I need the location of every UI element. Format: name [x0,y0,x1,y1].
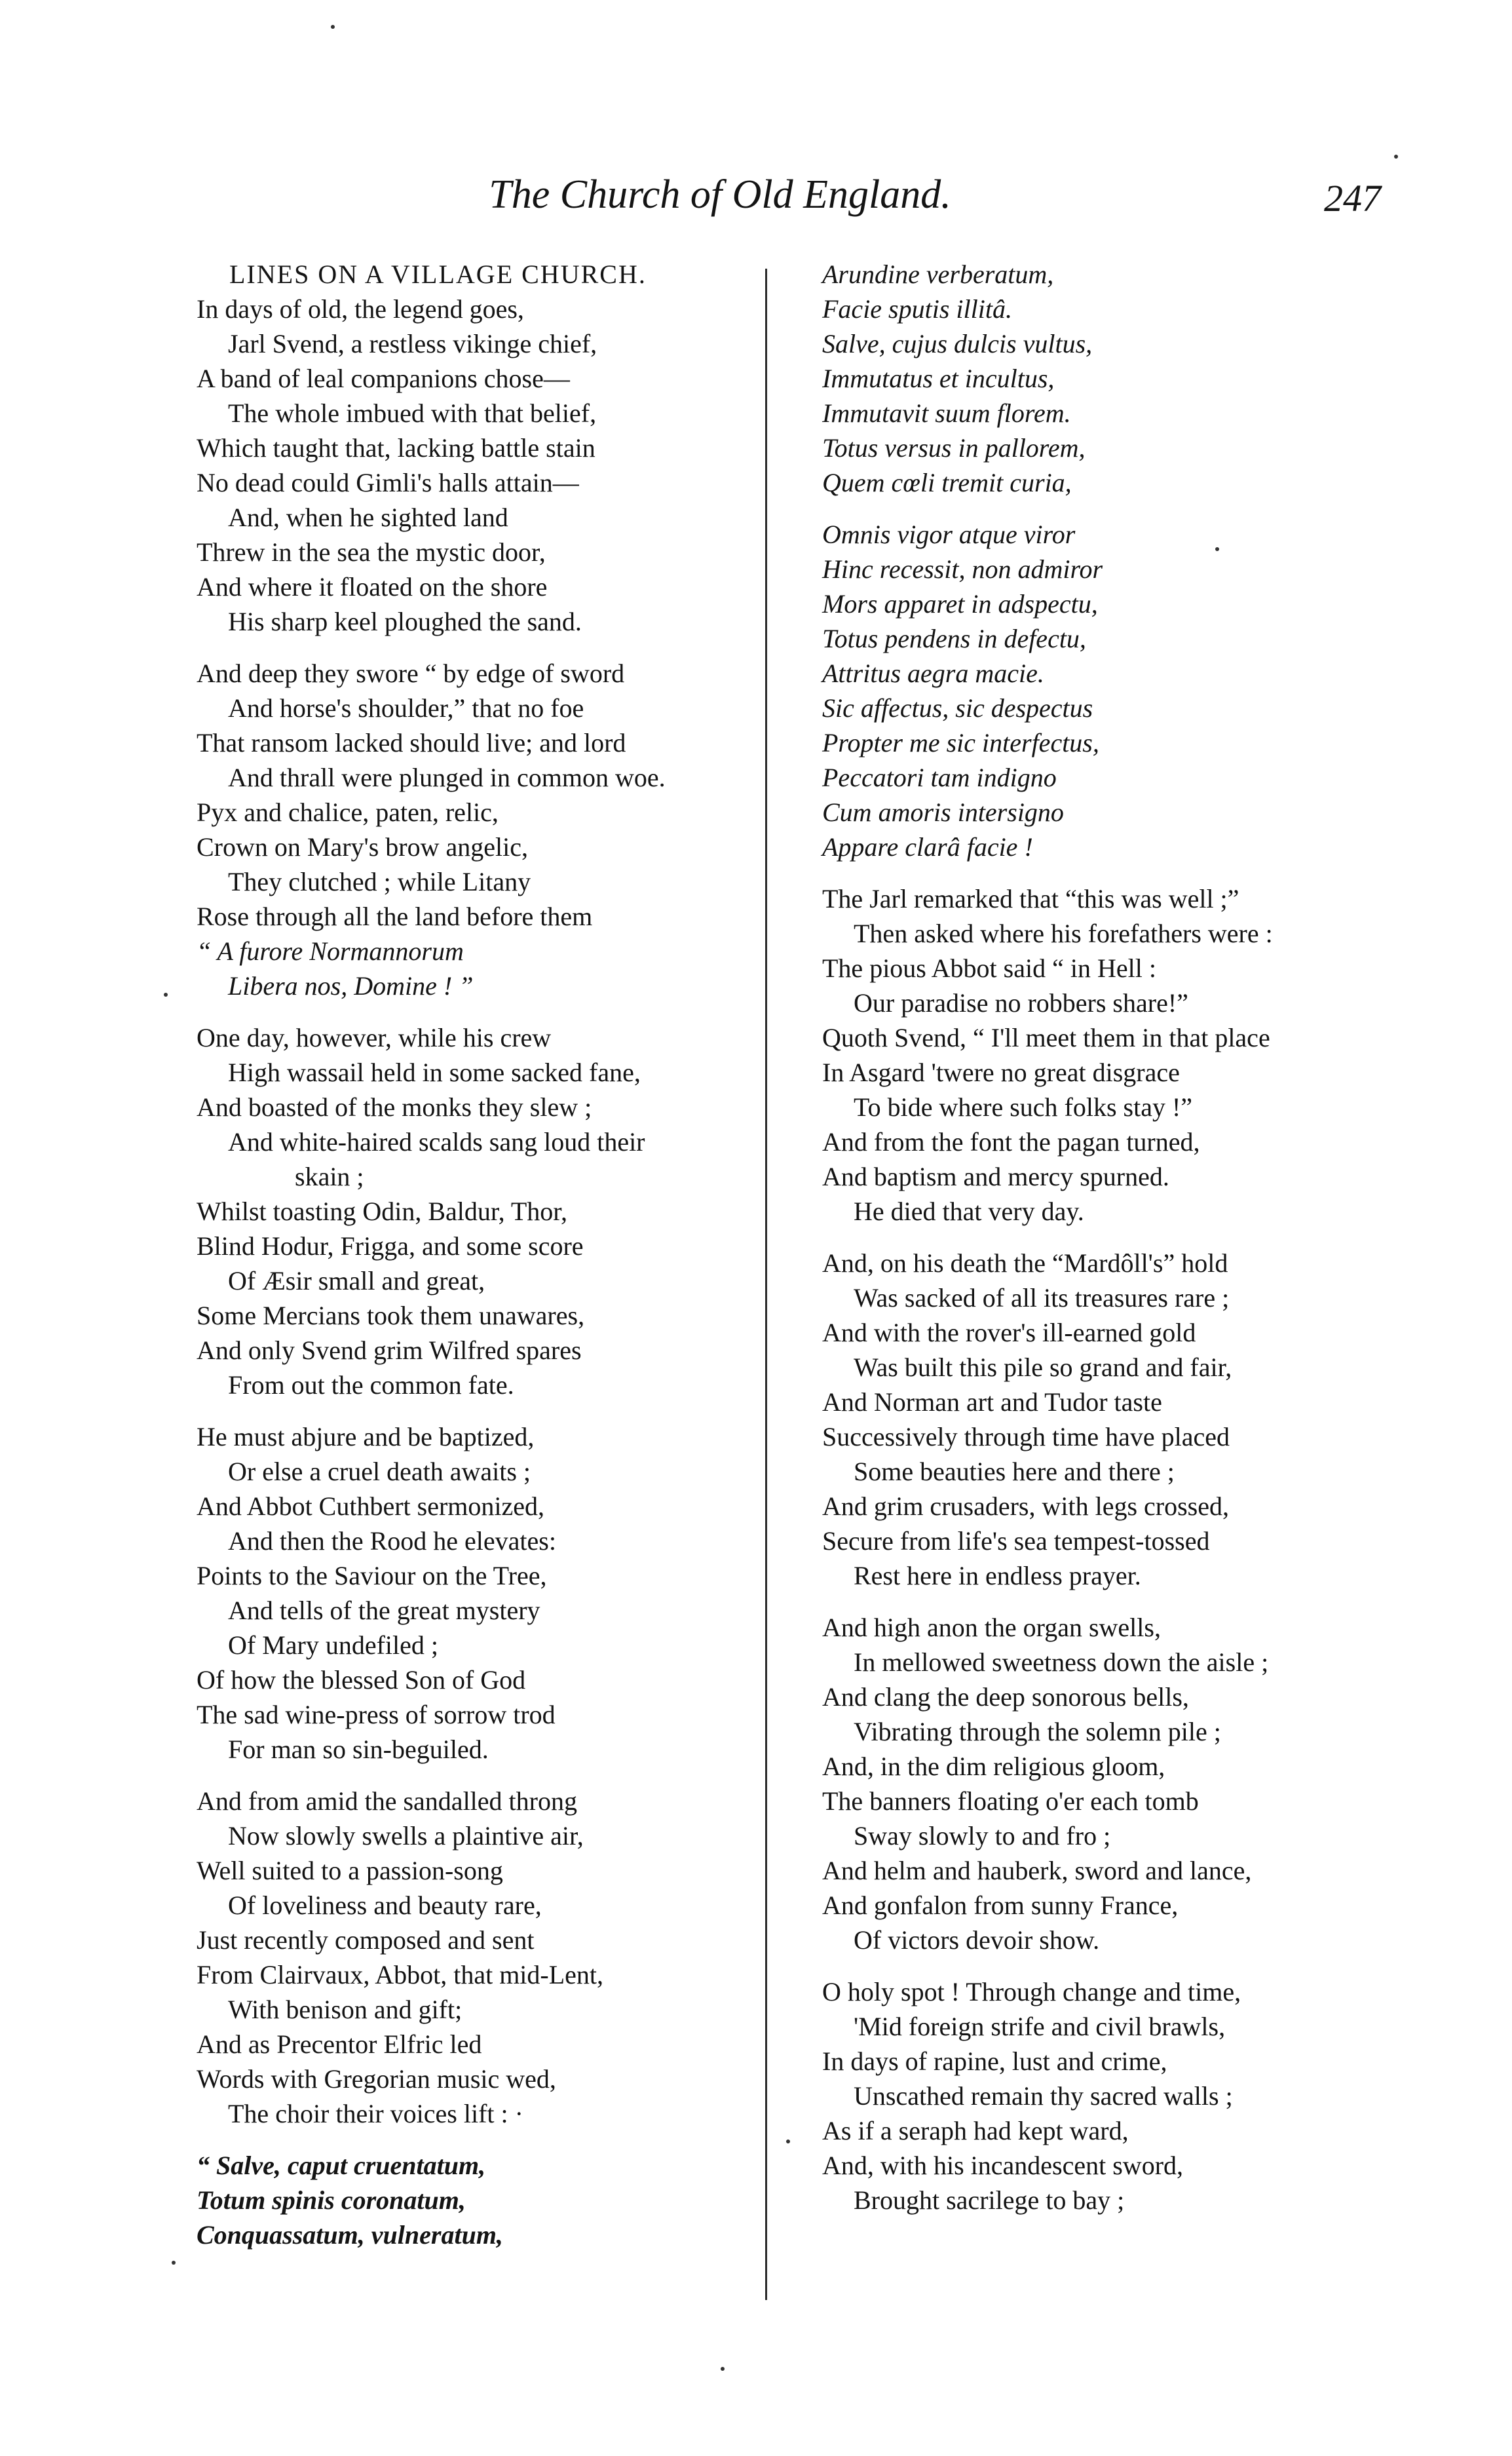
poem-line: And Norman art and Tudor taste [822,1387,1162,1417]
scan-speck [1215,547,1219,551]
poem-line: Well suited to a passion-song [197,1856,503,1885]
poem-line: Vibrating through the solemn pile ; [854,1717,1221,1746]
poem-line: Peccatori tam indigno [822,763,1057,792]
scan-speck [786,2139,790,2143]
poem-line: The banners floating o'er each tomb [822,1786,1199,1816]
poem-line: Some beauties here and there ; [854,1457,1175,1486]
poem-line: Totum spinis coronatum, [197,2185,466,2215]
poem-line: And only Svend grim Wilfred spares [197,1335,582,1365]
poem-line: Quem cœli tremit curia, [822,468,1072,497]
poem-line: Successively through time have placed [822,1422,1230,1451]
scan-speck [331,25,335,29]
poem-line: And gonfalon from sunny France, [822,1890,1179,1920]
poem-line: The sad wine-press of sorrow trod [197,1700,556,1729]
poem-line: And Abbot Cuthbert sermonized, [197,1491,545,1521]
stanza-break [197,2131,760,2148]
poem-line: “ Salve, caput cruentatum, [197,2151,486,2180]
poem-line: Or else a cruel death awaits ; [228,1457,531,1486]
poem-line: He must abjure and be baptized, [197,1422,535,1451]
poem-line: And deep they swore “ by edge of sword [197,659,625,688]
poem-line: And, on his death the “Mardôll's” hold [822,1248,1228,1278]
stanza-break [822,1957,1412,1974]
poem-line: And white-haired scalds sang loud their [228,1127,645,1157]
poem-line: Appare clarâ facie ! [822,832,1033,862]
poem-line: In days of old, the legend goes, [197,294,524,324]
column-divider [765,269,767,2300]
running-title: The Church of Old England. [489,172,951,217]
scan-speck [1394,155,1398,159]
poem-line: Totus versus in pallorem, [822,433,1086,463]
poem-line: To bide where such folks stay !” [854,1092,1193,1122]
left-column [197,257,760,2252]
poem-line: And with the rover's ill-earned gold [822,1318,1196,1347]
poem-line: skain ; [295,1162,364,1191]
right-column [822,257,1412,2217]
poem-line: Facie sputis illitâ. [822,294,1012,324]
poem-line: And tells of the great mystery [228,1596,540,1625]
stanza-break [197,1003,760,1020]
poem-line: Sic affectus, sic despectus [822,693,1093,723]
poem-line: And, with his incandescent sword, [822,2151,1184,2180]
left-column-lines [197,292,760,2252]
poem-line: Quoth Svend, “ I'll meet them in that place [822,1023,1270,1052]
poem-line: The whole imbued with that belief, [228,398,597,428]
stanza-break [822,864,1412,881]
poem-line: And high anon the organ swells, [822,1613,1161,1642]
poem-line: Then asked where his forefathers were : [854,919,1273,948]
poem-line: And, when he sighted land [228,503,508,532]
poem-line: Words with Gregorian music wed, [197,2064,556,2094]
poem-line: Of Æsir small and great, [228,1266,485,1295]
poem-line: Cum amoris intersigno [822,797,1064,827]
poem-line: 'Mid foreign strife and civil brawls, [854,2012,1226,2041]
poem-line: Points to the Saviour on the Tree, [197,1561,547,1590]
poem-line: Of loveliness and beauty rare, [228,1890,542,1920]
poem-line: Immutavit suum florem. [822,398,1071,428]
poem-line: Which taught that, lacking battle stain [197,433,595,463]
page-number: 247 [1324,177,1381,220]
poem-line: Propter me sic interfectus, [822,728,1099,758]
poem-line: Of Mary undefiled ; [228,1630,439,1660]
poem-line: He died that very day. [854,1197,1084,1226]
poem-line: Crown on Mary's brow angelic, [197,832,528,862]
poem-line: And from the font the pagan turned, [822,1127,1200,1157]
poem-line: And clang the deep sonorous bells, [822,1682,1189,1712]
poem-line: From Clairvaux, Abbot, that mid-Lent, [197,1960,604,1989]
poem-line: Omnis vigor atque viror [822,520,1076,549]
poem-line: Rose through all the land before them [197,902,593,931]
poem-line: Was sacked of all its treasures rare ; [854,1283,1230,1313]
poem-line: One day, however, while his crew [197,1023,552,1052]
stanza-break [197,639,760,656]
poem-line: Libera nos, Domine ! ” [228,971,474,1001]
poem-line: And where it floated on the shore [197,572,548,602]
scan-speck [721,2367,725,2371]
poem-line: The Jarl remarked that “this was well ;” [822,884,1239,913]
poem-line: Our paradise no robbers share!” [854,988,1188,1018]
poem-line: Mors apparet in adspectu, [822,589,1098,619]
poem-line: And, in the dim religious gloom, [822,1752,1165,1781]
poem-line: Jarl Svend, a restless vikinge chief, [228,329,597,358]
poem-line: As if a seraph had kept ward, [822,2116,1129,2145]
poem-line: Totus pendens in defectu, [822,624,1086,653]
poem-line: Threw in the sea the mystic door, [197,537,546,567]
poem-line: And from amid the sandalled throng [197,1786,577,1816]
stanza-break [822,1229,1412,1246]
poem-line: And boasted of the monks they slew ; [197,1092,592,1122]
poem-line: With benison and gift; [228,1995,463,2024]
poem-line: Hinc recessit, non admiror [822,554,1103,584]
poem-line: And baptism and mercy spurned. [822,1162,1169,1191]
poem-line: A band of leal companions chose— [197,364,570,393]
poem-line: Unscathed remain thy sacred walls ; [854,2081,1233,2111]
poem-line: High wassail held in some sacked fane, [228,1058,641,1087]
poem-line: In Asgard 'twere no great disgrace [822,1058,1180,1087]
poem-line: And thrall were plunged in common woe. [228,763,666,792]
poem-line: And then the Rood he elevates: [228,1526,556,1556]
scan-speck [164,993,168,997]
poem-line: Was built this pile so grand and fair, [854,1353,1232,1382]
poem-line: Brought sacrilege to bay ; [854,2185,1125,2215]
poem-line: No dead could Gimli's halls attain— [197,468,579,497]
poem-line: And helm and hauberk, sword and lance, [822,1856,1252,1885]
poem-line: Arundine verberatum, [822,259,1054,289]
poem-line: In mellowed sweetness down the aisle ; [854,1647,1269,1677]
poem-line: Pyx and chalice, paten, relic, [197,797,499,827]
poem-line: That ransom lacked should live; and lord [197,728,626,758]
poem-line: Rest here in endless prayer. [854,1561,1141,1590]
poem-line: They clutched ; while Litany [228,867,531,896]
poem-line: And as Precentor Elfric led [197,2029,482,2059]
poem-line: “ A furore Normannorum [197,936,464,966]
poem-line: Attritus aegra macie. [822,659,1044,688]
poem-line: Of how the blessed Son of God [197,1665,526,1695]
poem-line: Salve, cujus dulcis vultus, [822,329,1093,358]
poem-line: In days of rapine, lust and crime, [822,2046,1167,2076]
scan-speck [172,2261,176,2265]
poem-line: Secure from life's sea tempest-tossed [822,1526,1210,1556]
stanza-break [822,500,1412,517]
poem-line: Whilst toasting Odin, Baldur, Thor, [197,1197,568,1226]
poem-line: Immutatus et incultus, [822,364,1055,393]
stanza-break [197,1402,760,1419]
stanza-break [822,1593,1412,1610]
poem-line: The pious Abbot said “ in Hell : [822,953,1156,983]
poem-line: And horse's shoulder,” that no foe [228,693,584,723]
poem-line: For man so sin-beguiled. [228,1735,489,1764]
poem-title: LINES ON A VILLAGE CHURCH. [229,259,647,289]
poem-line: From out the common fate. [228,1370,514,1400]
poem-line: Just recently composed and sent [197,1925,535,1955]
poem-line: Now slowly swells a plaintive air, [228,1821,584,1851]
poem-line: Blind Hodur, Frigga, and some score [197,1231,584,1261]
poem-line: His sharp keel ploughed the sand. [228,607,582,636]
poem-line: And grim crusaders, with legs crossed, [822,1491,1229,1521]
poem-line: O holy spot ! Through change and time, [822,1977,1241,2006]
poem-line: The choir their voices lift : · [228,2099,523,2128]
poem-line: Some Mercians took them unawares, [197,1301,585,1330]
poem-line: Conquassatum, vulneratum, [197,2220,503,2250]
poem-line: Of victors devoir show. [854,1925,1100,1955]
stanza-break [197,1767,760,1784]
poem-line: Sway slowly to and fro ; [854,1821,1111,1851]
right-column-lines [822,257,1412,2217]
